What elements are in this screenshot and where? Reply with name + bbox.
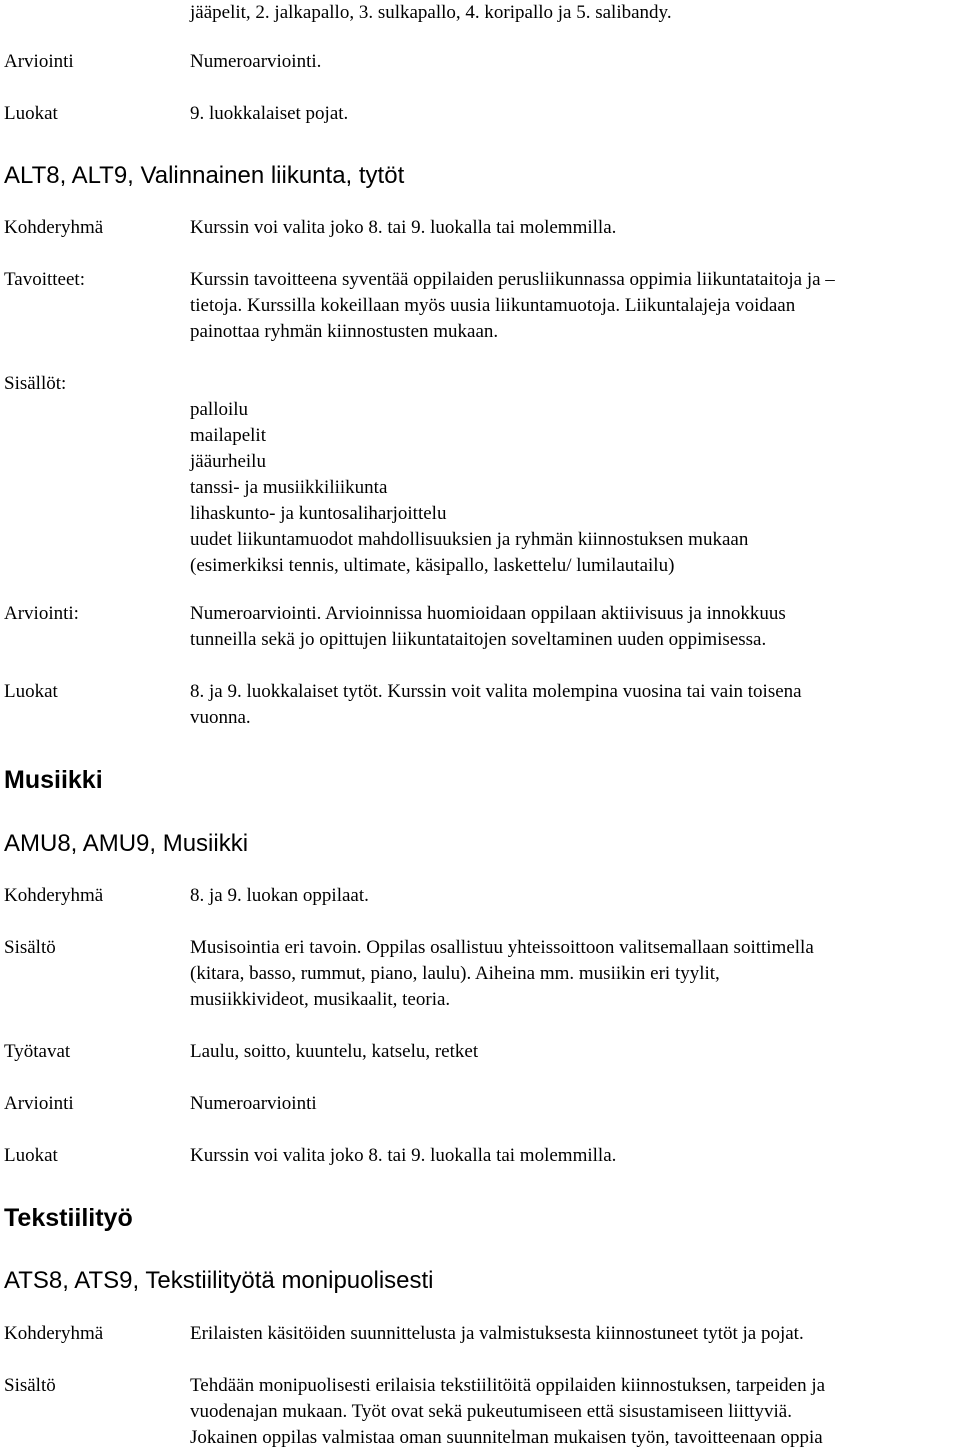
text-line: vuodenajan mukaan. Työt ovat sekä pukeutumiseen että sisustamiseen liittyviä. bbox=[190, 1401, 792, 1422]
list-item: uudet liikuntamuodot mahdollisuuksien ja ryhmän kiinnostuksen mukaan bbox=[190, 529, 749, 550]
luokat-label: Luokat bbox=[4, 103, 58, 124]
text-line: 8. ja 9. luokkalaiset tytöt. Kurssin voit valita molempina vuosina tai vain toisena bbox=[190, 681, 802, 702]
amu-sisalto-text bbox=[190, 935, 956, 1013]
list-item: (esimerkiksi tennis, ultimate, käsipallo, laskettelu/ lumilautailu) bbox=[190, 555, 675, 576]
text-line: tunneilla sekä jo opittujen liikuntataitojen soveltaminen uuden oppimisessa. bbox=[190, 629, 767, 650]
alt-heading: ALT8, ALT9, Valinnainen liikunta, tytöt bbox=[4, 162, 405, 189]
ats-heading: ATS8, ATS9, Tekstiilityötä monipuolisesti bbox=[4, 1267, 434, 1294]
text-line: Jokainen oppilas valmistaa oman suunnitelman mukaisen työn, tavoitteenaan oppia bbox=[190, 1427, 823, 1448]
alt-kohderyhma-label: Kohderyhmä bbox=[4, 217, 104, 238]
top-line: jääpelit, 2. jalkapallo, 3. sulkapallo, 4. koripallo ja 5. salibandy. bbox=[190, 2, 672, 23]
amu-tyotavat-label: Työtavat bbox=[4, 1041, 71, 1062]
alt-sisallot-list bbox=[190, 397, 956, 579]
amu-arviointi-value: Numeroarviointi bbox=[190, 1093, 317, 1114]
ats-kohderyhma-value: Erilaisten käsitöiden suunnittelusta ja valmistuksesta kiinnostuneet tytöt ja pojat. bbox=[190, 1323, 804, 1344]
text-line: vuonna. bbox=[190, 707, 251, 728]
ats-sisalto-text bbox=[190, 1373, 956, 1451]
amu-kohderyhma-value: 8. ja 9. luokan oppilaat. bbox=[190, 885, 369, 906]
text-line: painottaa ryhmän kiinnostusten mukaan. bbox=[190, 321, 499, 342]
amu-arviointi-label: Arviointi bbox=[4, 1093, 74, 1114]
list-item: palloilu bbox=[190, 399, 249, 420]
amu-tyotavat-value: Laulu, soitto, kuuntelu, katselu, retket bbox=[190, 1041, 479, 1062]
alt-arviointi-label: Arviointi: bbox=[4, 603, 79, 624]
amu-heading: AMU8, AMU9, Musiikki bbox=[4, 830, 249, 857]
text-line: Kurssin tavoitteena syventää oppilaiden perusliikunnassa oppimia liikuntataitoja ja – bbox=[190, 269, 835, 290]
alt-sisallot-label: Sisällöt: bbox=[4, 373, 67, 394]
ats-kohderyhma-label: Kohderyhmä bbox=[4, 1323, 104, 1344]
alt-luokat-label: Luokat bbox=[4, 681, 58, 702]
alt-kohderyhma-value: Kurssin voi valita joko 8. tai 9. luokalla tai molemmilla. bbox=[190, 217, 617, 238]
ats-sisalto-label: Sisältö bbox=[4, 1375, 56, 1396]
arviointi-label: Arviointi bbox=[4, 51, 74, 72]
text-line: Tehdään monipuolisesti erilaisia tekstiilitöitä oppilaiden kiinnostuksen, tarpeiden ja bbox=[190, 1375, 826, 1396]
amu-luokat-value: Kurssin voi valita joko 8. tai 9. luokalla tai molemmilla. bbox=[190, 1145, 617, 1166]
text-line: Numeroarviointi. Arvioinnissa huomioidaan oppilaan aktiivisuus ja innokkuus bbox=[190, 603, 786, 624]
luokat-value: 9. luokkalaiset pojat. bbox=[190, 103, 349, 124]
alt-luokat-text bbox=[190, 679, 956, 731]
list-item: mailapelit bbox=[190, 425, 266, 446]
list-item: tanssi- ja musiikkiliikunta bbox=[190, 477, 388, 498]
text-line: musiikkivideot, musikaalit, teoria. bbox=[190, 989, 451, 1010]
text-line: (kitara, basso, rummut, piano, laulu). Aiheina mm. musiikin eri tyylit, bbox=[190, 963, 720, 984]
amu-luokat-label: Luokat bbox=[4, 1145, 58, 1166]
amu-kohderyhma-label: Kohderyhmä bbox=[4, 885, 104, 906]
list-item: lihaskunto- ja kuntosaliharjoittelu bbox=[190, 503, 447, 524]
text-line: tietoja. Kurssilla kokeillaan myös uusia liikuntamuotoja. Liikuntalajeja voidaan bbox=[190, 295, 796, 316]
alt-tavoitteet-label: Tavoitteet: bbox=[4, 269, 85, 290]
text-line: Musisointia eri tavoin. Oppilas osallistuu yhteissoittoon valitsemallaan soittimella bbox=[190, 937, 814, 958]
musiikki-section-title: Musiikki bbox=[4, 766, 103, 794]
arviointi-value: Numeroarviointi. bbox=[190, 51, 322, 72]
alt-tavoitteet-text bbox=[190, 267, 956, 345]
amu-sisalto-label: Sisältö bbox=[4, 937, 56, 958]
list-item: jääurheilu bbox=[190, 451, 266, 472]
alt-arviointi-text bbox=[190, 601, 956, 653]
tekstiili-section-title: Tekstiilityö bbox=[4, 1204, 133, 1232]
